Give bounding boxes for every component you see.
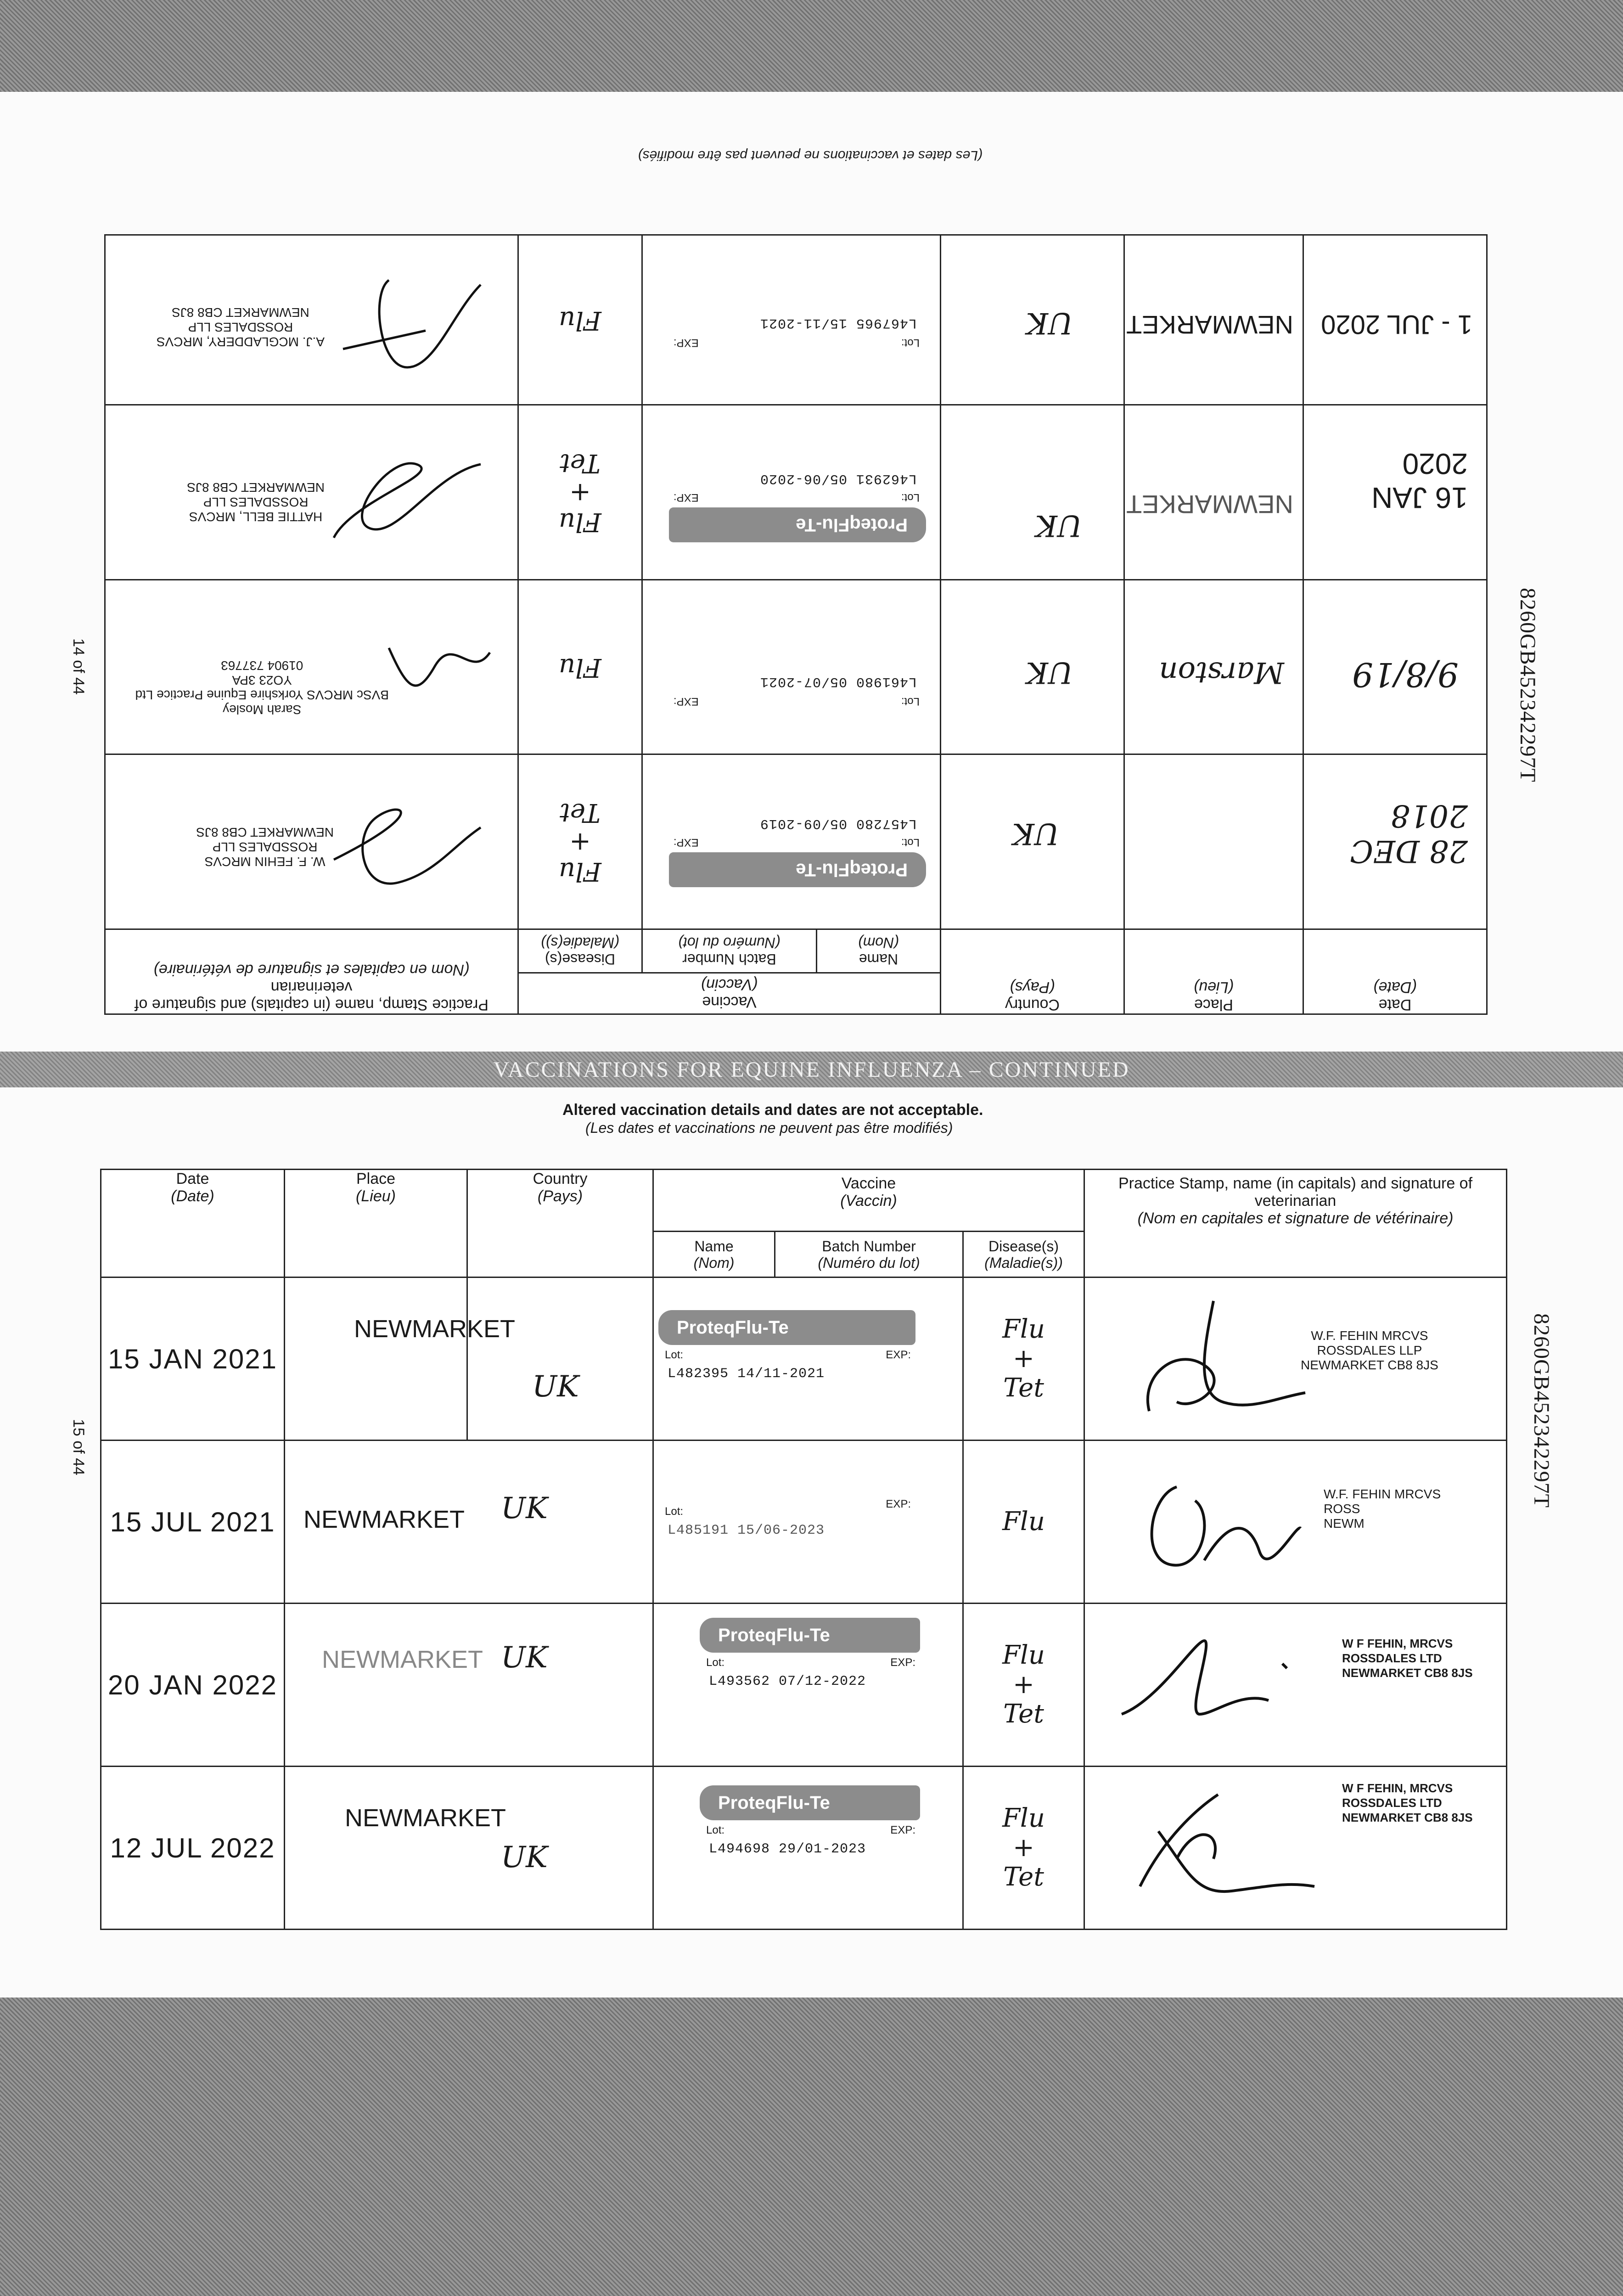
header-name: Name (Nom) [653,1232,775,1277]
page-number-lower: 15 of 44 [70,1419,87,1475]
upper-country: UK [941,405,1124,580]
header-place: Place (Lieu) [285,1170,467,1277]
upper-header-batch: Batch Number (Numéro du lot) [642,929,817,973]
upper-date: 28 DEC 2018 [1303,754,1487,929]
header-batch: Batch Number (Numéro du lot) [775,1232,963,1277]
row-stamp: W.F. FEHIN MRCVS ROSS NEWM [1084,1441,1507,1604]
section-banner: VACCINATIONS FOR EQUINE INFLUENZA – CONTINUED [0,1052,1623,1087]
signature-mark [1112,1776,1324,1914]
signature-mark [1112,1622,1305,1742]
row-place: NEWMARKET UK [285,1604,653,1767]
upper-stamp: A.J. MCGLADDERY, MRCVS ROSSDALES LLP NEWMARKET CB8 8JS [105,235,518,405]
upper-vaccine-label: ProteqFlu-Te Lot: EXP: L457280 05/09-2019 [642,754,941,929]
upper-stamp: W. F. FEHIN MRCVS ROSSDALES LLP NEWMARKET CB8 8JS [105,754,518,929]
signature-mark [334,266,499,386]
table-row [101,1441,1507,1604]
page-code-lower: 8260GB452342297T [1529,1313,1554,1508]
upper-header-place: Place (Lieu) [1124,929,1303,1014]
upper-vaccine-label: ProteqFlu-Te Lot: EXP: L462931 05/06-2020 [642,405,941,580]
row-place: NEWMARKET UK [285,1767,653,1930]
table-row [105,580,1487,754]
upper-country: UK [941,754,1124,929]
header-date: Date (Date) [101,1170,285,1277]
upper-header-country: Country (Pays) [941,929,1124,1014]
upper-disease: Flu + Tet [518,754,642,929]
upper-place: NEWMARKET [1124,235,1303,405]
upper-place: Marston [1124,580,1303,754]
scan-band-top [0,0,1623,92]
header-vaccine: Vaccine (Vaccin) [653,1170,1084,1232]
page-code-upper: 8260GB452342297T [1516,588,1540,782]
upper-header-stamp: Practice Stamp, name (in capitals) and signature of veterinarian (Nom en capitales et signature de vétérinaire) [105,929,518,1014]
signature-mark [1122,1459,1305,1588]
table-row [105,754,1487,929]
signature-mark [1122,1292,1314,1429]
upper-vaccination-table [104,234,1488,1015]
row-vaccine-label: ProteqFlu-Te Lot: EXP: L482395 14/11-2021 [653,1277,963,1441]
row-stamp: W.F. FEHIN MRCVS ROSSDALES LLP NEWMARKET CB8 8JS [1084,1277,1507,1441]
header-country: Country (Pays) [467,1170,653,1277]
row-date: 12 JUL 2022 [101,1767,285,1930]
upper-place: NEWMARKET [1124,405,1303,580]
upper-vaccine-label: Lot: EXP: L461980 05/07-2021 [642,580,941,754]
table-row [105,405,1487,580]
upper-disease: Flu [518,235,642,405]
header-disease: Disease(s) (Maladie(s)) [963,1232,1084,1277]
upper-notice: (Les dates et vaccinations ne peuvent pas être modifiés) [638,148,983,163]
row-date: 15 JAN 2021 [101,1277,285,1441]
row-stamp: W F FEHIN, MRCVS ROSSDALES LTD NEWMARKET CB8 8JS [1084,1604,1507,1767]
table-row [101,1767,1507,1930]
vaccination-table [100,1169,1507,1930]
row-disease: Flu + Tet [963,1277,1084,1441]
upper-header-vaccine: Vaccine (Vaccin) [518,973,940,1014]
row-vaccine-label: ProteqFlu-Te Lot: EXP: L494698 29/01-2023 [653,1767,963,1930]
upper-disease: Flu + Tet [518,405,642,580]
header-stamp: Practice Stamp, name (in capitals) and signature of veterinarian (Nom en capitales et signature de vétérinaire) [1084,1170,1507,1277]
upper-vaccine-label: Lot: EXP: L467965 15/11-2021 [642,235,941,405]
table-row [101,1604,1507,1767]
upper-stamp: Sarah Mosley BVSc MRCVS Yorkshire Equine Practice Ltd YO23 3PA 01904 737763 [105,580,518,754]
page-14-upside-down [106,148,1488,1015]
row-country: UK [467,1277,653,1441]
scan-band-bottom [0,1998,1623,2296]
upper-header-disease: Disease(s) (Maladie(s)) [518,929,642,973]
row-date: 20 JAN 2022 [101,1604,285,1767]
upper-date: 1 - JUL 2020 [1303,235,1487,405]
row-vaccine-label: Lot: EXP: L485191 15/06-2023 [653,1441,963,1604]
row-vaccine-label: ProteqFlu-Te Lot: EXP: L493562 07/12-2022 [653,1604,963,1767]
upper-country: UK [941,235,1124,405]
table-row [105,235,1487,405]
upper-date: 9/8/19 [1303,580,1487,754]
row-disease: Flu [963,1441,1084,1604]
row-date: 15 JUL 2021 [101,1441,285,1604]
row-place: NEWMARKET [285,1277,467,1441]
row-stamp: W F FEHIN, MRCVS ROSSDALES LTD NEWMARKET CB8 8JS [1084,1767,1507,1930]
row-disease: Flu + Tet [963,1767,1084,1930]
upper-stamp: HATTIE BELL, MRCVS ROSSDALES LLP NEWMARKET CB8 8JS [105,405,518,580]
upper-header-date: Date (Date) [1303,929,1487,1014]
upper-place [1124,754,1303,929]
upper-country: UK [941,580,1124,754]
row-disease: Flu + Tet [963,1604,1084,1767]
alteration-notice-fr: (Les dates et vaccinations ne peuvent pas être modifiés) [585,1120,953,1136]
upper-date: 16 JAN 2020 [1303,405,1487,580]
table-row [101,1277,1507,1441]
upper-disease: Flu [518,580,642,754]
page-number-upper: 14 of 44 [70,638,87,695]
signature-mark [325,437,490,556]
signature-mark [380,616,499,708]
row-place: NEWMARKET UK [285,1441,653,1604]
upper-header-name: Name (Nom) [817,929,941,973]
signature-mark [325,791,490,901]
alteration-notice: Altered vaccination details and dates are not acceptable. [562,1101,983,1119]
